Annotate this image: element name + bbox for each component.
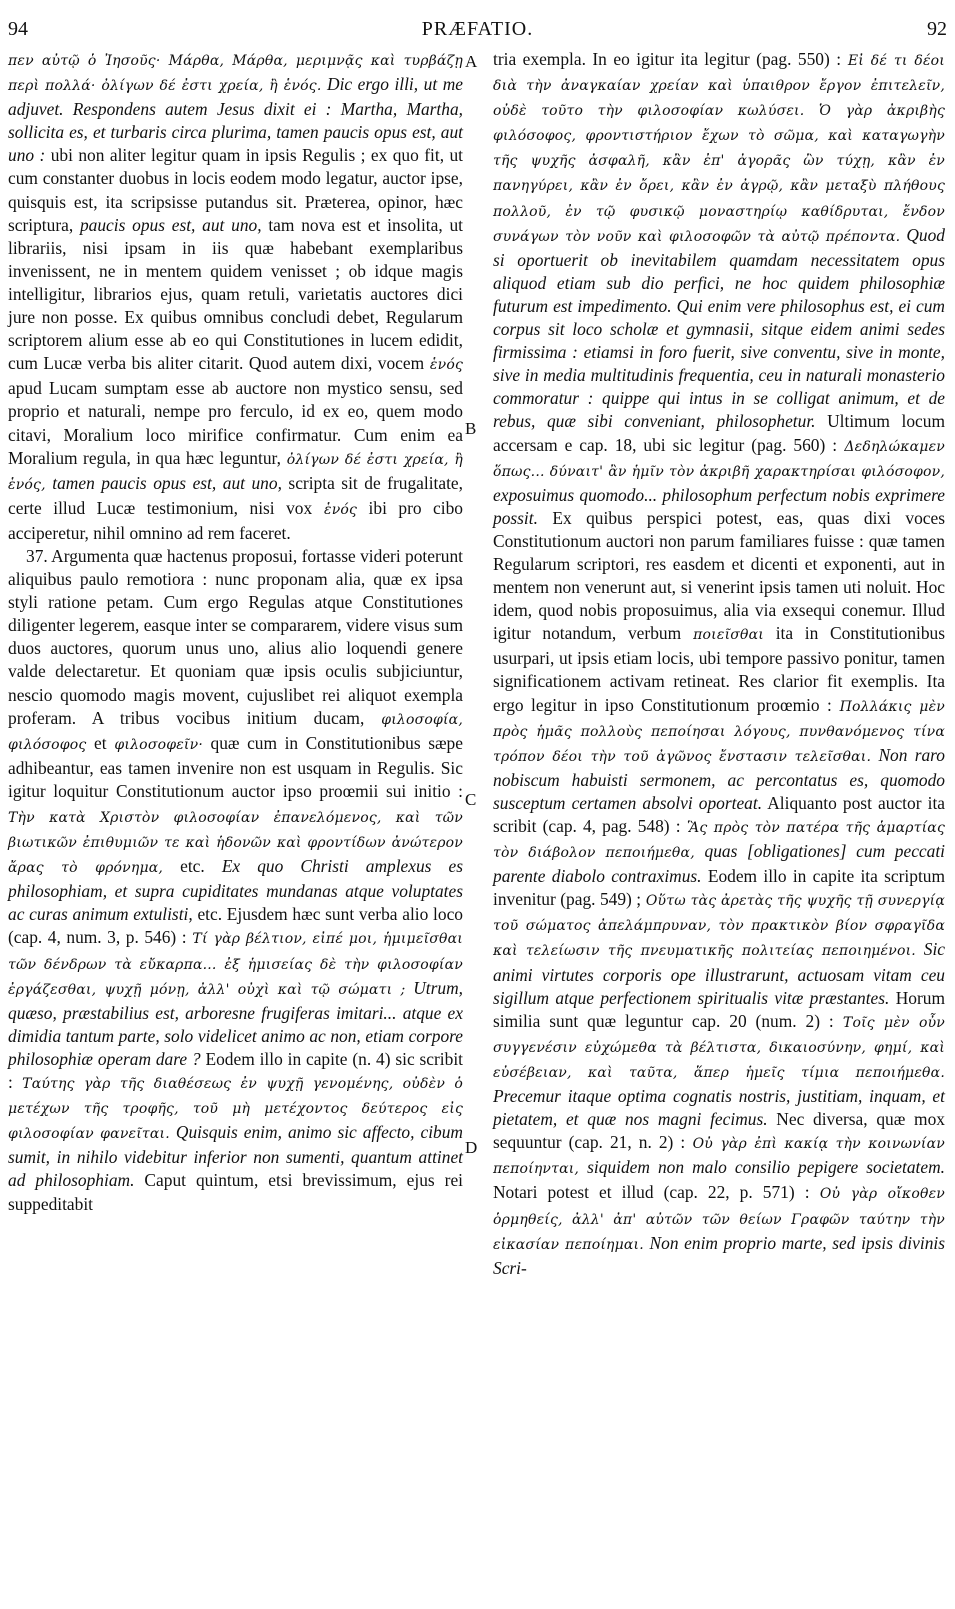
text-run-rm: Nec diversa, quæ mox sequuntur (cap. 21, n. 2) :	[493, 1109, 945, 1153]
text-run-it: Quisquis enim, animo sic affecto, cibum sumit, in nihilo videbitur inferior non sumenti, quantum attinet ad philosophiam.	[8, 1122, 463, 1191]
text-run-it: Quod si oportuerit ob inevitabilem quamdam necessitatem opus aliquod etiam sub dio perfici, ne hoc quidem philosophiæ futurum est impedimento. Qui enim vere philosophus est, ei cum corpus sit loco scholæ et gymnasii, sitque eidem animi sedes firmissima : etiamsi in foro fuerit, sive conventu, sive in monte, sive in media multitudinis frequentia, ceu in naturali monasterio commoratur : quippe qui intus in se colligat animum, et de rebus, quæ sibi conveniant, philosophetur.	[493, 224, 945, 432]
text-run-it: Non raro nobiscum habuisti sermonem, ac percontatus es, quomodo susceptum certamen absolvi oporteat.	[493, 744, 946, 813]
text-run-greek: ἑνός	[424, 357, 463, 374]
text-run-greek: Εἰ δέ τι δέοι διὰ τὴν ἀναγκαίαν χρείαν καὶ ὑπαιθρον ἔργον ἐπιτελεῖν, οὐδὲ τοῦτο τὴν φιλοσοφίαν κωλύσει. Ὁ γὰρ ἀκριβὴς φιλόσοφος, φροντιστήριον ἔχων τὸ σῶμα, καὶ καταγωγὴν τῆς ψυχῆς ἀσφαλῆ, κἂν ἐπ' ἀγορᾶς ὢν τύχῃ, κἂν ἐν πανηγύρει, κἂν ἐν ὄρει, κἂν ἐν ἀγρῷ, κἂν μεταξὺ πλήθους πολλοῦ, ἐν τῷ φυσικῷ μοναστηρίῳ καθίδρυται, ἔνδον συνάγων τὸν νοῦν καὶ φιλοσοφῶν τὰ αὐτῷ πρέποντα.	[493, 53, 945, 245]
text-run-greek: Οὐ γὰρ ἐπὶ κακίᾳ τὴν κοινωνίαν πεποίηνται,	[493, 1136, 945, 1178]
text-run-rm: quæ cum in Constitutionibus sæpe adhibeantur, eas tamen invenire non est usquam in Regulis. Sic igitur loquitur Constitutionum auctor ipso proœmii sui initio :	[8, 732, 463, 801]
text-run-rm: 37. Argumenta quæ hactenus proposui, fortasse videri poterunt aliquibus paulo remotiora : nunc proponam alia, quæ ex ipsa styli ratione petam. Cum ergo Regulas atque Constitutiones diligenter legerem, easque inter se compararem, videre visus sum duos auctores, quorum unus uno, alius alio loquendi genere valde delectaretur. Et quoniam quæ ipsis oculis subjiciuntur, nescio quomodo magis movent, cujuslibet rei aliquot exempla proferam. A tribus vocibus initium ducam,	[8, 545, 463, 728]
text-run-rm: tam nova est et insolita, ut librariis, nisi ipsam in iis quæ habebant exemplaribus invenissent, ne in mentem quidem venisset ; ob idque magis intelligitur, librarios ejus, quam retuli, varietatis auctores dici jure non posse. Ex quibus omnibus concludi debet, Regularum scriptorem alium esse ab eo qui Constitutiones in lucem edidit, cum Lucæ verba bis aliter citarit. Quod autem dixi, vocem	[8, 214, 463, 374]
text-run-greek: Τοῖς μὲν οὖν συγγενέσιν εὐχώμεθα τὰ βέλτιστα, δικαιοσύνην, φημί, καὶ εὐσέβειαν, καὶ ταῦτα, ἅπερ ἡμεῖς τίμια πεποιήμεθα.	[493, 1014, 945, 1081]
text-run-greek: Τὴν κατὰ Χριστὸν φιλοσοφίαν ἐπανελόμενος, καὶ τῶν βιωτικῶν ἐπιθυμιῶν τε καὶ ἡδονῶν καὶ φροντίδων ἀνώτερον ἄρας τὸ φρόνημα,	[8, 810, 463, 877]
left-column	[8, 48, 463, 1216]
text-run-it: Non enim proprio marte, sed ipsis divinis Scri-	[493, 1232, 945, 1278]
text-run-greek: Τί γὰρ βέλτιον, εἰπέ μοι, ἡμιμεῖσθαι τῶν δένδρων τὰ εὔκαρπα... ἐξ ἡμισείας δὲ τὴν φιλοσοφίαν ἐργάζεσθαι, ψυχῇ μόνῃ, ἀλλ' οὐχὶ καὶ τῷ σώματι ;	[8, 931, 463, 998]
text-run-rm: apud Lucam sumptam esse ab auctore non mystico sensu, sed proprio et naturali, nempe pro ferculo, id ex eo, quem modo citavi, Moralium loco mirifice confirmatur. Cum enim ea Moralium regula, in qua hæc leguntur,	[8, 378, 463, 468]
text-run-it: Utrum, quæso, præstabilius est, arboresne frugiferas imitari... atque ex dimidia tantum parte, solo videlicet animo ac non, etiam corpore philosophiæ operam dare ?	[8, 977, 463, 1069]
running-title: PRÆFATIO.	[421, 18, 534, 40]
text-run-rm: Notari potest et illud (cap. 22, p. 571) :	[493, 1182, 810, 1203]
text-run-it: quas [obligationes] cum peccati parente diabolo contraximus.	[493, 841, 945, 887]
text-run-greek: Ταύτης γὰρ τῆς διαθέσεως ἐν ψυχῇ γενομένης, οὐδὲν ὁ μετέχων τῆς τροφῆς, τοῦ μὴ μετέχοντος δεύτερος εἰς φιλοσοφίαν φανεῖται.	[8, 1076, 463, 1143]
margin-marker-b: B	[465, 419, 477, 438]
text-run-rm: Aliquanto post auctor ita scribit (cap. 4, pag. 548) :	[493, 792, 945, 836]
text-run-greek: Πολλάκις μὲν πρὸς ἡμᾶς πολλοὺς πεποίησαι λόγους, πυνθανόμενος τίνα τρόπον δέοι τὴν τοῦ ἀγῶνος ἔνστασιν τελεῖσθαι.	[493, 698, 945, 765]
margin-marker-c: C	[465, 790, 477, 809]
text-run-rm: tria exempla. In eo igitur ita legitur (pag. 550) :	[493, 49, 842, 69]
text-run-greek: Οὕτω τὰς ἀρετὰς τῆς ψυχῆς τῇ συνεργίᾳ τοῦ σώματος ἀπελάμπρυναν, τὸν πρακτικὸν βίον σφραγῖδα καὶ τελείωσιν τῆς πνευματικῆς πολιτείας πεποιημένοι.	[493, 893, 945, 960]
text-run-greek: ὀλίγων δέ ἐστι χρεία, ἢ ἑνός,	[8, 451, 463, 493]
text-run-rm: Ex quibus perspici potest, eas, quas dixi voces Constitutionum auctori non parum familiares fuisse : quæ tamen Regularum scriptori, res easdem et dicenti et exponenti, aut in mentem non venerunt aut, si venerint ipsis tamen uti noluit. Hoc idem, quod nobis proposuimus, alia via exsequi conemur. Illud igitur notandum, verbum	[493, 507, 945, 644]
text-run-rm: etc. Ejusdem hæc sunt verba alio loco (cap. 4, num. 3, p. 546) :	[8, 904, 463, 948]
text-run-it: Precemur itaque optima cognatis nostris, justitiam, inquam, et pietatem, et quæ nos magni fecimus.	[493, 1086, 945, 1130]
left-paragraph-1	[8, 48, 463, 545]
margin-marker-d: D	[465, 1138, 478, 1157]
text-run-greek: φιλοσοφία, φιλόσοφος	[8, 711, 463, 753]
text-run-rm: ibi pro cibo acciperetur, nihil omnino ad rem faceret.	[8, 497, 463, 543]
text-run-rm: Caput quintum, etsi brevissimum, ejus rei suppeditabit	[8, 1170, 463, 1214]
text-run-greek: ποιεῖσθαι	[681, 627, 764, 644]
text-run-greek: Οὐ γὰρ οἴκοθεν ὁρμηθείς, ἀλλ' ἀπ' αὐτῶν τῶν θείων Γραφῶν ταύτην τὴν εἰκασίαν πεποίημαι.	[493, 1186, 945, 1253]
text-run-rm: Eodem illo in capite ita scriptum invenitur (pag. 549) ;	[493, 866, 945, 910]
text-run-greek: Ἃς πρὸς τὸν πατέρα τῆς ἁμαρτίας τὸν διάβολον πεποιήμεθα,	[493, 820, 946, 862]
text-run-it: exposuimus quomodo... philosophum perfectum nobis exprimere possit.	[493, 484, 945, 528]
text-run-greek: ἑνός	[312, 501, 358, 518]
left-paragraph-2	[8, 545, 463, 1216]
text-run-rm: et	[86, 732, 107, 753]
text-run-it: siquidem non malo consilio pepigere societatem.	[579, 1157, 945, 1178]
text-run-it: Ex quo Christi amplexus es philosophiam, et supra cupiditates mundanas atque voluptates ac curas animum extulisti,	[8, 856, 463, 925]
text-run-rm: ubi non aliter legitur quam in ipsis Regulis ; ex quo fit, ut cum constanter duobus in locis eodem modo legatur, auctor ipse, quisquis est, ita scripsisse putandus sit. Præterea, opinor, hæc scriptura,	[8, 145, 463, 235]
text-run-it: Dic ergo illi, ut me adjuvet. Respondens autem Jesus dixit ei : Martha, Martha, sollicita es, et turbaris circa plurima, tamen paucis opus est, aut uno :	[8, 74, 463, 166]
text-run-greek: Δεδηλώκαμεν ὅπως... δύναιτ' ἂν ἡμῖν τὸν ἀκριβῆ χαρακτηρίσαι φιλόσοφον,	[493, 438, 945, 480]
page-number-left: 94	[8, 18, 28, 40]
text-run-rm: Ultimum locum accersam e cap. 18, ubi sic legitur (pag. 560) :	[493, 411, 945, 455]
running-header	[0, 10, 955, 40]
text-run-rm: Eodem illo in capite (n. 4) sic scribit :	[8, 1048, 463, 1093]
right-column	[493, 48, 945, 1280]
text-run-greek: φιλοσοφεῖν·	[106, 736, 203, 753]
text-run-it: paucis opus est, aut uno,	[73, 214, 262, 235]
text-run-rm: ita in Constitutionibus usurpari, ut ipsis etiam locis, ubi tempore passivo ponitur, tamen significationem activam retineat. Res clarior fit exemplis. Ita ergo legitur in ipso Constitutionum proœmio :	[493, 623, 945, 715]
margin-marker-a: A	[465, 52, 478, 71]
text-run-it: tamen paucis opus est, aut uno,	[45, 472, 282, 493]
text-run-rm: scripta sit de frugalitate, certe illud Lucæ testimonium, nisi vox	[8, 472, 463, 518]
text-run-rm: etc.	[163, 856, 205, 877]
text-run-greek: πεν αὐτῷ ὁ Ἰησοῦς· Μάρθα, Μάρθα, μεριμνᾷς καὶ τυρβάζῃ περὶ πολλά· ὀλίγων δέ ἐστι χρεία, ἢ ἑνός.	[8, 53, 463, 95]
text-run-it: Sic animi virtutes corporis ope illustrarunt, actuosam vitam ceu sigillum atque perfectionem spiritualis vitæ præstantes.	[493, 939, 946, 1008]
text-run-rm: Horum similia sunt quæ leguntur cap. 20 (num. 2) :	[493, 987, 945, 1031]
right-paragraph-1	[493, 48, 945, 1280]
page-number-right: 92	[927, 18, 947, 40]
